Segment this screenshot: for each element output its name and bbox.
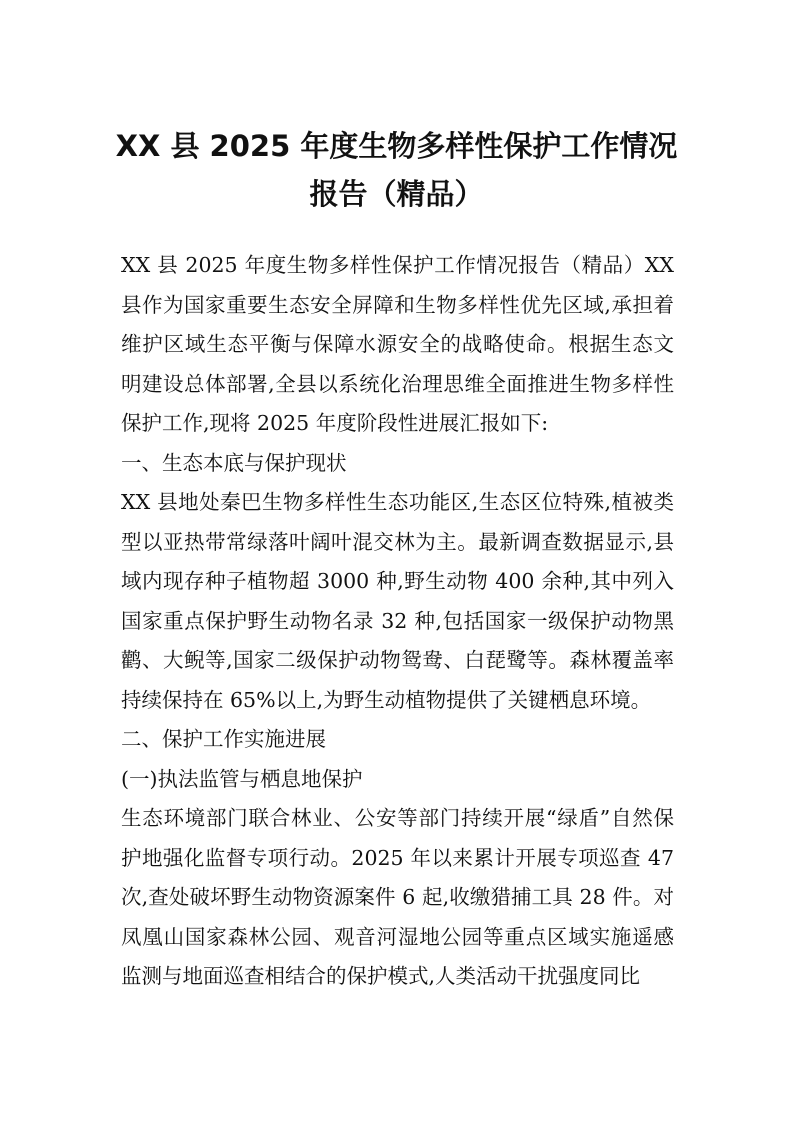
- subsection-heading-1: (一)执法监管与栖息地保护: [121, 766, 363, 791]
- paragraph-intro: XX 县 2025 年度生物多样性保护工作情况报告（精品）XX 县作为国家重要生态安全屏障和生物多样性优先区域,承担着维护区域生态平衡与保障水源安全的战略使命。根据生态文明建设总体部署,全县以系统化治理思维全面推进生物多样性保护工作,现将 2025 年度阶段性进展汇报如下:: [121, 253, 674, 435]
- document-title: XX 县 2025 年度生物多样性保护工作情况报告（精品）: [115, 129, 678, 211]
- document-body: [121, 246, 674, 997]
- section-heading-1: 一、生态本底与保护现状: [121, 450, 347, 475]
- section-heading-2: 二、保护工作实施进展: [121, 727, 326, 751]
- paragraph-ecology: XX 县地处秦巴生物多样性生态功能区,生态区位特殊,植被类型以亚热带常绿落叶阔叶混交林为主。最新调查数据显示,县域内现存种子植物超 3000 种,野生动物 400 余种,其中列入国家重点保护野生动物名录 32 种,包括国家一级保护动物黑鹳、大鲵等,国家二级保护动物鸳鸯、白琵鹭等。森林覆盖率持续保持在 65%以上,为野生动植物提供了关键栖息环境。: [121, 490, 674, 712]
- paragraph-enforcement: 生态环境部门联合林业、公安等部门持续开展“绿盾”自然保护地强化监督专项行动。2025 年以来累计开展专项巡查 47 次,查处破坏野生动物资源案件 6 起,收缴猎捕工具 28 件。对凤凰山国家森林公园、观音河湿地公园等重点区域实施遥感监测与地面巡查相结合的保护模式,人类活动干扰强度同比: [121, 806, 674, 988]
